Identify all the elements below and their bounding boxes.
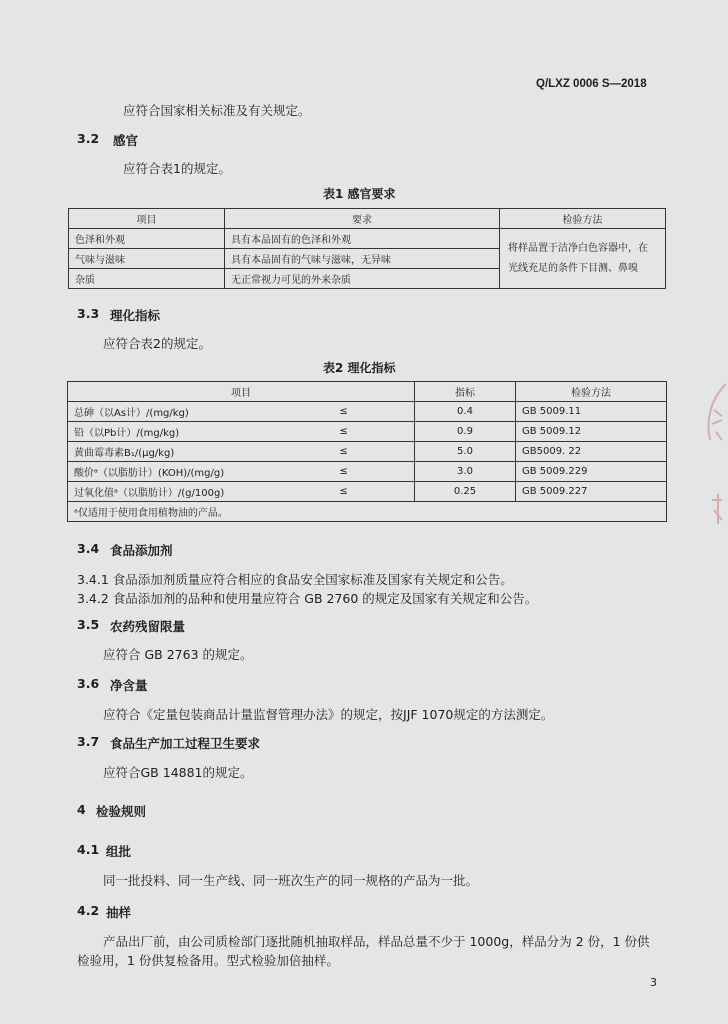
- intro-line: 应符合国家相关标准及有关规定。: [123, 103, 311, 118]
- table2-caption: 表2 理化指标: [323, 361, 396, 375]
- section-3-3-title: 理化指标: [110, 308, 161, 323]
- table-header-row: [68, 382, 667, 402]
- table-cell: 无正常视力可见的外来杂质: [225, 269, 500, 289]
- section-3-5-title: 农药残留限量: [110, 619, 186, 634]
- table-row: [68, 462, 667, 482]
- section-4-number: 4: [77, 802, 86, 817]
- section-3-3-text: 应符合表2的规定。: [103, 336, 211, 351]
- section-3-6-text: 应符合《定量包装商品计量监督管理办法》的规定，按JJF 1070规定的方法测定。: [103, 707, 554, 722]
- section-4-1-number: 4.1: [77, 842, 100, 857]
- sensory-table: [68, 208, 666, 289]
- section-3-6-number: 3.6: [77, 676, 100, 691]
- table-cell: GB 5009.11: [516, 402, 667, 422]
- section-3-4-title: 食品添加剂: [110, 543, 173, 558]
- table-footnote: ᵃ仅适用于使用食用植物油的产品。: [68, 502, 667, 522]
- table-cell: ≤: [333, 482, 414, 502]
- section-3-2-number: 3.2: [77, 131, 100, 146]
- table-cell: 色泽和外观: [69, 229, 225, 249]
- section-4-1-text: 同一批投料、同一生产线、同一班次生产的同一规格的产品为一批。: [103, 873, 479, 888]
- table-cell: 气味与滋味: [69, 249, 225, 269]
- section-3-3-number: 3.3: [77, 306, 100, 321]
- table-header: 项目: [69, 209, 225, 229]
- table-cell: ≤: [333, 442, 414, 462]
- table-cell: 过氧化值ᵃ（以脂肪计）/(g/100g): [68, 482, 334, 502]
- document-id: Q/LXZ 0006 S—2018: [536, 78, 647, 90]
- section-3-2-text: 应符合表1的规定。: [123, 161, 231, 176]
- table-cell: ≤: [333, 402, 414, 422]
- section-4-title: 检验规则: [96, 804, 147, 819]
- section-3-4-2-text: 3.4.2 食品添加剂的品种和使用量应符合 GB 2760 的规定及国家有关规定和公告。: [77, 591, 538, 606]
- table-cell: 5.0: [415, 442, 516, 462]
- table-cell: 酸价ᵃ（以脂肪计）(KOH)/(mg/g): [68, 462, 334, 482]
- table-cell: 0.4: [415, 402, 516, 422]
- table-cell: GB 5009.229: [516, 462, 667, 482]
- table-cell: 总砷（以As计）/(mg/kg): [68, 402, 334, 422]
- table-row: [68, 482, 667, 502]
- physicochemical-table: [67, 381, 667, 522]
- table-cell: 0.9: [415, 422, 516, 442]
- section-3-4-number: 3.4: [77, 541, 100, 556]
- section-3-6-title: 净含量: [110, 678, 148, 693]
- table-cell: ≤: [333, 422, 414, 442]
- table-cell: 具有本品固有的气味与滋味，无异味: [225, 249, 500, 269]
- section-4-2-text-line1: 产品出厂前，由公司质检部门逐批随机抽取样品，样品总量不少于 1000g，样品分为 2 份，1 份供: [103, 934, 650, 949]
- table1-caption: 表1 感官要求: [323, 187, 396, 201]
- seal-stamp-fragment: [700, 380, 728, 550]
- table-cell: 杂质: [69, 269, 225, 289]
- table-row: [68, 442, 667, 462]
- section-4-2-title: 抽样: [106, 905, 132, 920]
- table-header: 指标: [415, 382, 516, 402]
- table-header: 检验方法: [500, 209, 666, 229]
- table-header-row: [69, 209, 666, 229]
- section-4-2-number: 4.2: [77, 903, 100, 918]
- table-cell: GB 5009.227: [516, 482, 667, 502]
- section-3-5-number: 3.5: [77, 617, 100, 632]
- section-3-7-title: 食品生产加工过程卫生要求: [110, 736, 261, 751]
- table-header: 检验方法: [516, 382, 667, 402]
- table-header: 要求: [225, 209, 500, 229]
- table-cell: 具有本品固有的色泽和外观: [225, 229, 500, 249]
- table-row: [69, 229, 666, 249]
- table-cell: 黄曲霉毒素B₁/(μg/kg): [68, 442, 334, 462]
- section-3-7-number: 3.7: [77, 734, 100, 749]
- section-3-7-text: 应符合GB 14881的规定。: [103, 765, 253, 780]
- section-4-2-text-line2: 检验用，1 份供复检备用。型式检验加倍抽样。: [77, 953, 339, 968]
- table-cell: 0.25: [415, 482, 516, 502]
- table-header: 项目: [68, 382, 415, 402]
- section-3-4-1-text: 3.4.1 食品添加剂质量应符合相应的食品安全国家标准及国家有关规定和公告。: [77, 572, 513, 587]
- table-footnote-row: [68, 502, 667, 522]
- table-cell: 铅（以Pb计）/(mg/kg): [68, 422, 334, 442]
- table-row: [68, 402, 667, 422]
- section-3-2-title: 感官: [113, 133, 139, 148]
- table-row: [68, 422, 667, 442]
- page-number: 3: [650, 976, 657, 989]
- table-cell: GB 5009.12: [516, 422, 667, 442]
- table-cell: ≤: [333, 462, 414, 482]
- table-cell: GB5009. 22: [516, 442, 667, 462]
- section-3-5-text: 应符合 GB 2763 的规定。: [103, 647, 253, 662]
- inspection-method-cell: 将样品置于洁净白色容器中，在光线充足的条件下目测、鼻嗅: [500, 229, 666, 289]
- table-cell: 3.0: [415, 462, 516, 482]
- section-4-1-title: 组批: [106, 844, 132, 859]
